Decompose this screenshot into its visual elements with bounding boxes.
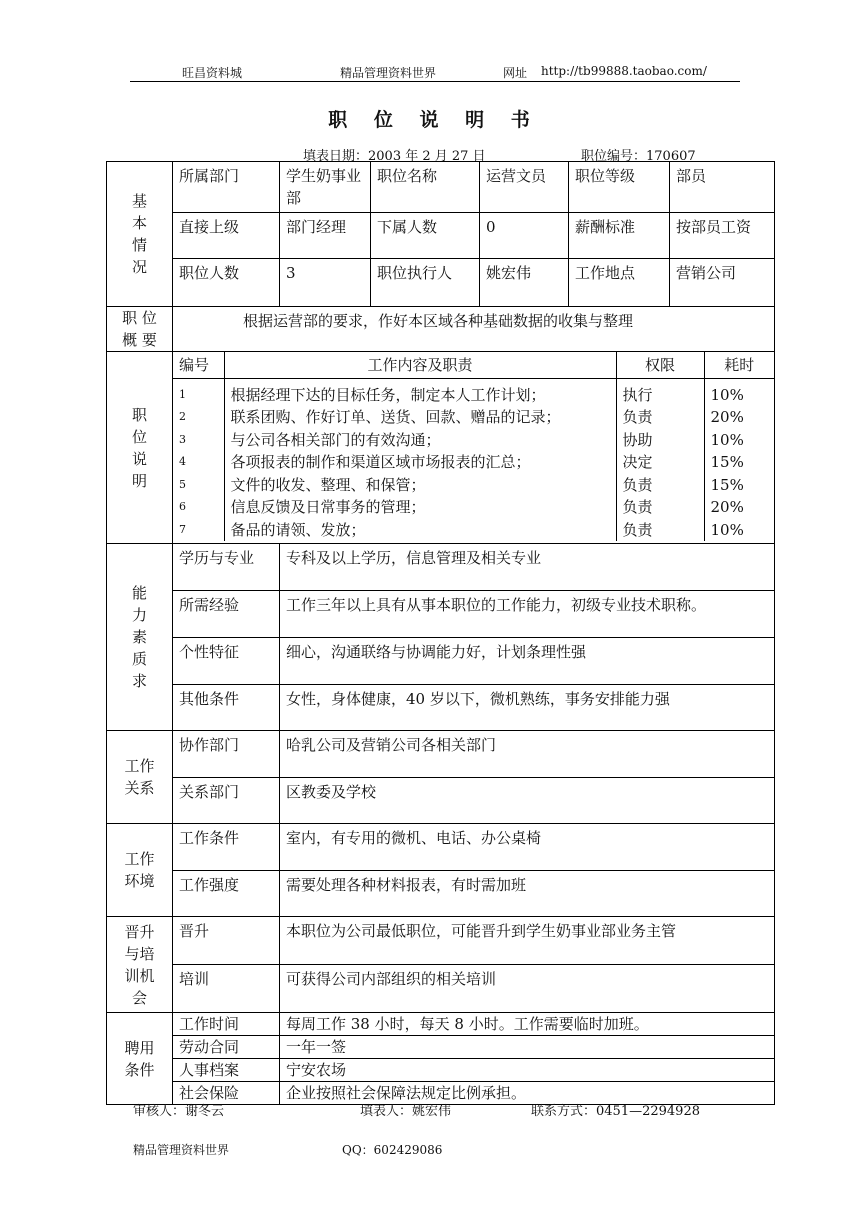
footer-site: 精品管理资料世界 xyxy=(133,1143,230,1157)
environment-value: 室内，有专用的微机、电话、办公桌椅 xyxy=(280,824,775,871)
ability-row xyxy=(107,591,775,638)
duty-content: 各项报表的制作和渠道区域市场报表的汇总； xyxy=(224,451,616,474)
relations-label: 关系部门 xyxy=(173,778,280,824)
duty-authority: 协助 xyxy=(616,429,704,452)
relations-section-label: 工作关系 xyxy=(107,731,173,824)
duty-content: 与公司各相关部门的有效沟通； xyxy=(224,429,616,452)
basic-cell: 按部员工资 xyxy=(670,213,775,259)
basic-cell: 部员 xyxy=(670,162,775,213)
ability-value: 女性，身体健康，40 岁以下，微机熟练，事务安排能力强 xyxy=(280,685,775,731)
environment-row xyxy=(107,871,775,917)
basic-cell: 薪酬标准 xyxy=(569,213,670,259)
header-divider xyxy=(130,81,740,82)
duty-row xyxy=(173,496,774,519)
basic-cell: 职位名称 xyxy=(371,162,480,213)
job-description-table xyxy=(106,161,775,1105)
duty-no: 1 xyxy=(179,387,186,401)
employment-label: 劳动合同 xyxy=(173,1036,280,1059)
duty-no: 3 xyxy=(179,432,186,446)
duty-time: 15% xyxy=(704,474,774,497)
duty-content: 根据经理下达的目标任务，制定本人工作计划； xyxy=(224,384,616,407)
duties-row xyxy=(107,352,775,544)
duty-authority: 执行 xyxy=(616,384,704,407)
duty-row xyxy=(173,451,774,474)
employment-row xyxy=(107,1013,775,1036)
ability-value: 专科及以上学历，信息管理及相关专业 xyxy=(280,544,775,591)
duty-content: 信息反馈及日常事务的管理； xyxy=(224,496,616,519)
employment-label: 工作时间 xyxy=(173,1013,280,1036)
ability-label: 学历与专业 xyxy=(173,544,280,591)
promotion-value: 可获得公司内部组织的相关培训 xyxy=(280,965,775,1013)
header-url-label: 网址 xyxy=(503,66,528,80)
footer-qq: QQ：602429086 xyxy=(342,1143,443,1157)
employment-row xyxy=(107,1036,775,1059)
basic-row-2 xyxy=(107,213,775,259)
position-code-label: 职位编号： xyxy=(581,149,647,164)
basic-cell: 姚宏伟 xyxy=(480,259,569,307)
ability-label: 个性特征 xyxy=(173,638,280,685)
ability-row xyxy=(107,685,775,731)
relations-label: 协作部门 xyxy=(173,731,280,778)
promotion-section-label: 晋升与培训机会 xyxy=(107,917,173,1013)
relations-value: 哈乳公司及营销公司各相关部门 xyxy=(280,731,775,778)
fill-date-value: 2003 年 2 月 27 日 xyxy=(368,149,486,164)
basic-row-1 xyxy=(107,162,775,213)
duty-content: 文件的收发、整理、和保管； xyxy=(224,474,616,497)
header-url-link[interactable]: http://tb99888.taobao.com/ xyxy=(541,64,707,78)
ability-section-label: 能力素质求 xyxy=(107,544,173,731)
duty-authority: 负责 xyxy=(616,406,704,429)
promotion-row xyxy=(107,965,775,1013)
ability-row xyxy=(107,544,775,591)
duty-content: 联系团购、作好订单、送货、回款、赠品的记录； xyxy=(224,406,616,429)
basic-cell: 直接上级 xyxy=(173,213,280,259)
summary-row xyxy=(107,307,775,352)
ability-label: 其他条件 xyxy=(173,685,280,731)
duty-no: 2 xyxy=(179,410,186,423)
basic-cell: 学生奶事业部 xyxy=(280,162,371,213)
basic-cell: 所属部门 xyxy=(173,162,280,213)
ability-row xyxy=(107,638,775,685)
duties-header-row xyxy=(173,352,774,379)
environment-value: 需要处理各种材料报表，有时需加班 xyxy=(280,871,775,917)
header-shop: 旺昌资料城 xyxy=(182,66,243,80)
basic-row-3 xyxy=(107,259,775,307)
duty-no: 6 xyxy=(179,500,186,513)
document-title: 职 位 说 明 书 xyxy=(328,109,540,131)
filler: 填表人：姚宏伟 xyxy=(360,1104,452,1119)
basic-section-label: 基本情况 xyxy=(107,162,173,307)
ability-label: 所需经验 xyxy=(173,591,280,638)
employment-section-label: 聘用条件 xyxy=(107,1013,173,1105)
duty-authority: 负责 xyxy=(616,474,704,497)
reviewer: 审核人：谢冬云 xyxy=(133,1104,225,1119)
duty-authority: 决定 xyxy=(616,451,704,474)
fill-date-label: 填表日期： xyxy=(303,149,369,164)
basic-cell: 职位等级 xyxy=(569,162,670,213)
ability-value: 工作三年以上具有从事本职位的工作能力，初级专业技术职称。 xyxy=(280,591,775,638)
duty-row xyxy=(173,406,774,429)
relations-row xyxy=(107,731,775,778)
duty-row xyxy=(173,429,774,452)
employment-value: 宁安农场 xyxy=(280,1059,775,1082)
relations-value: 区教委及学校 xyxy=(280,778,775,824)
environment-section-label: 工作环境 xyxy=(107,824,173,917)
duty-authority: 负责 xyxy=(616,519,704,542)
duties-header-authority: 权限 xyxy=(616,352,704,379)
duties-header-time: 耗时 xyxy=(704,352,774,379)
relations-row xyxy=(107,778,775,824)
employment-row xyxy=(107,1059,775,1082)
employment-value: 每周工作 38 小时，每天 8 小时。工作需要临时加班。 xyxy=(280,1013,775,1036)
duties-header-no: 编号 xyxy=(173,352,224,379)
basic-cell: 职位人数 xyxy=(173,259,280,307)
basic-cell: 0 xyxy=(480,213,569,259)
employment-label: 人事档案 xyxy=(173,1059,280,1082)
summary-section-label: 职 位 概 要 xyxy=(107,307,173,352)
basic-cell: 3 xyxy=(280,259,371,307)
basic-cell: 营销公司 xyxy=(670,259,775,307)
position-code-value: 170607 xyxy=(646,149,696,164)
duty-no: 7 xyxy=(179,522,186,536)
promotion-label: 晋升 xyxy=(173,917,280,965)
ability-value: 细心，沟通联络与协调能力好，计划条理性强 xyxy=(280,638,775,685)
duties-table xyxy=(173,352,774,541)
contact: 联系方式：0451—2294928 xyxy=(531,1104,700,1119)
promotion-label: 培训 xyxy=(173,965,280,1013)
duty-row xyxy=(173,519,774,542)
duty-time: 20% xyxy=(704,406,774,429)
duty-content: 备品的请领、发放； xyxy=(224,519,616,542)
duty-time: 20% xyxy=(704,496,774,519)
duty-no: 4 xyxy=(179,455,186,468)
environment-row xyxy=(107,824,775,871)
basic-cell: 工作地点 xyxy=(569,259,670,307)
basic-cell: 部门经理 xyxy=(280,213,371,259)
environment-label: 工作强度 xyxy=(173,871,280,917)
basic-cell: 运营文员 xyxy=(480,162,569,213)
summary-text: 根据运营部的要求，作好本区域各种基础数据的收集与整理 xyxy=(173,307,775,352)
environment-label: 工作条件 xyxy=(173,824,280,871)
duty-row xyxy=(173,384,774,407)
promotion-value: 本职位为公司最低职位，可能晋升到学生奶事业部业务主管 xyxy=(280,917,775,965)
duty-row xyxy=(173,474,774,497)
duty-authority: 负责 xyxy=(616,496,704,519)
basic-cell: 职位执行人 xyxy=(371,259,480,307)
employment-value: 一年一签 xyxy=(280,1036,775,1059)
duty-time: 10% xyxy=(704,384,774,407)
duty-no: 5 xyxy=(179,477,186,491)
duties-section-label: 职位说明 xyxy=(107,352,173,544)
duties-header-content: 工作内容及职责 xyxy=(224,352,616,379)
basic-cell: 下属人数 xyxy=(371,213,480,259)
promotion-row xyxy=(107,917,775,965)
duty-time: 15% xyxy=(704,451,774,474)
header-site: 精品管理资料世界 xyxy=(340,66,437,80)
employment-value: 企业按照社会保障法规定比例承担。 xyxy=(280,1082,775,1105)
employment-label: 社会保险 xyxy=(173,1082,280,1105)
duty-time: 10% xyxy=(704,429,774,452)
duty-time: 10% xyxy=(704,519,774,542)
